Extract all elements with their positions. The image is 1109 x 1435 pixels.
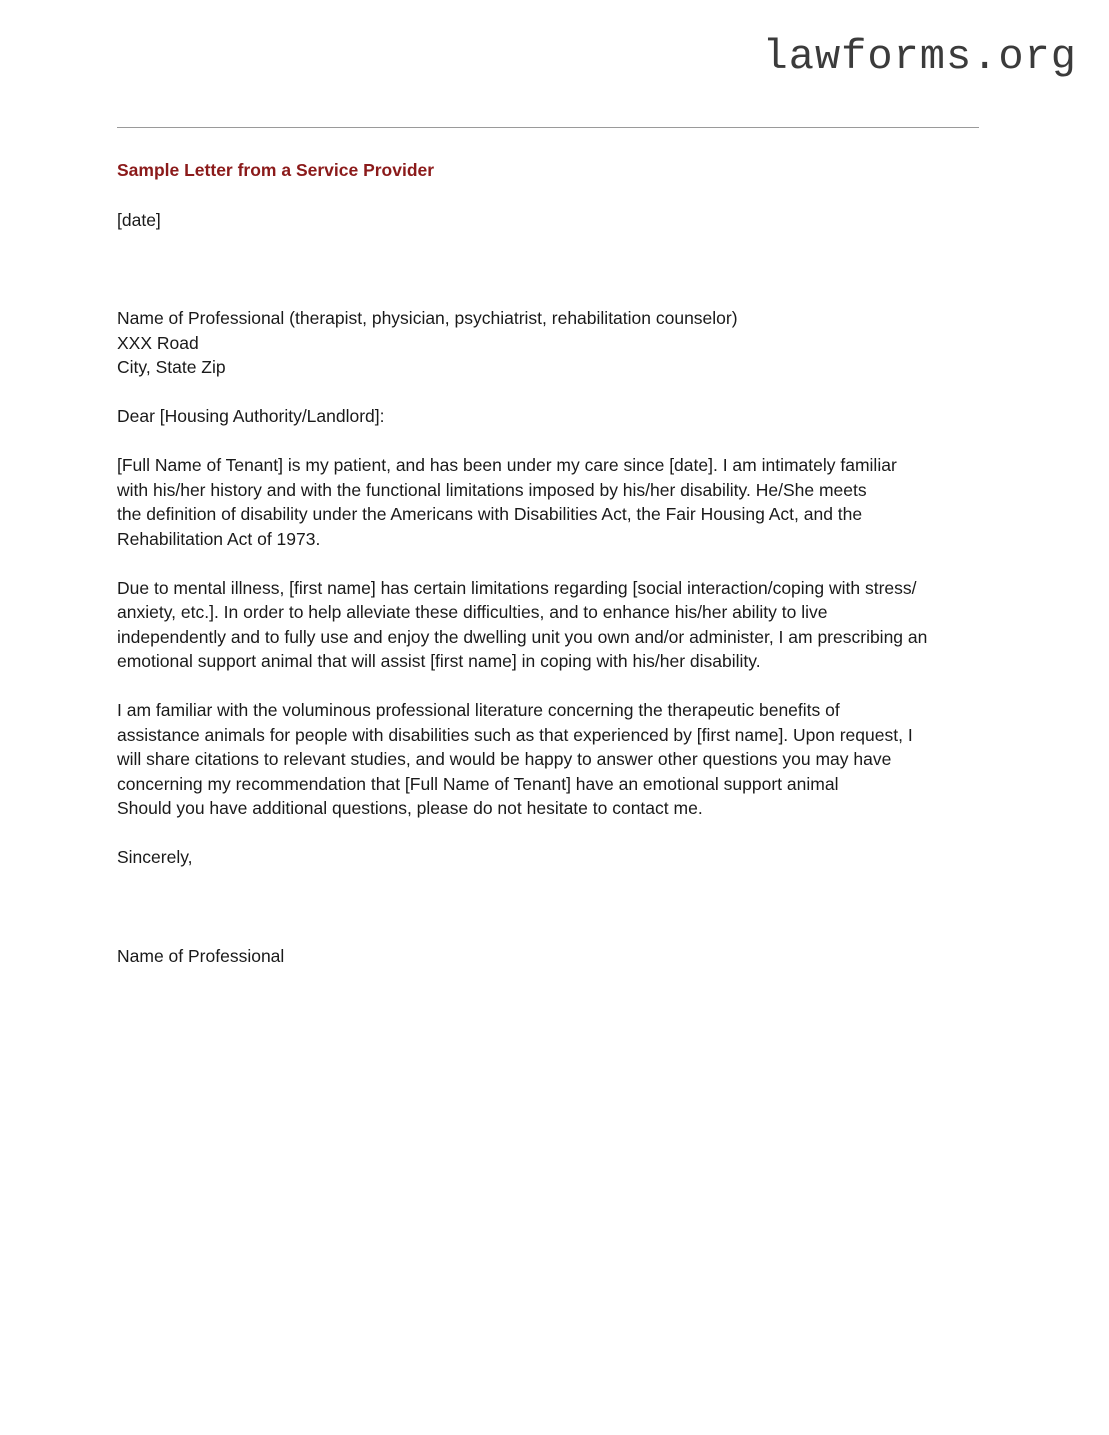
text-line: Rehabilitation Act of 1973. bbox=[117, 528, 321, 549]
brand-logo: lawforms.org bbox=[762, 33, 1077, 81]
text-line: Due to mental illness, [first name] has certain limitations regarding [social interaction/coping with stress/ bbox=[117, 577, 917, 598]
letter-title: Sample Letter from a Service Provider bbox=[117, 160, 435, 180]
text-line: Should you have additional questions, please do not hesitate to contact me. bbox=[117, 798, 703, 818]
text-line: with his/her history and with the functional limitations imposed by his/her disability. He/She meets bbox=[117, 479, 867, 500]
paragraph-2 bbox=[117, 576, 982, 674]
letter-body bbox=[117, 158, 982, 968]
recipient-address bbox=[117, 306, 982, 380]
text-line: assistance animals for people with disabilities such as that experienced by [first name]. Upon request, I bbox=[117, 724, 913, 745]
address-line: XXX Road bbox=[117, 332, 199, 353]
text-line: the definition of disability under the Americans with Disabilities Act, the Fair Housing Act, and the bbox=[117, 504, 863, 524]
signature: Name of Professional bbox=[117, 945, 285, 966]
header-divider bbox=[117, 127, 979, 128]
address-line: Name of Professional (therapist, physician, psychiatrist, rehabilitation counselor) bbox=[117, 308, 738, 328]
address-line: City, State Zip bbox=[117, 357, 226, 377]
text-line: will share citations to relevant studies, and would be happy to answer other questions you may have bbox=[117, 749, 892, 769]
text-line: independently and to fully use and enjoy the dwelling unit you own and/or administer, I am prescribing an bbox=[117, 626, 928, 647]
paragraph-1 bbox=[117, 453, 982, 551]
letter-date: [date] bbox=[117, 209, 161, 230]
paragraph-3 bbox=[117, 698, 982, 821]
text-line: concerning my recommendation that [Full Name of Tenant] have an emotional support animal bbox=[117, 773, 839, 794]
text-line: anxiety, etc.]. In order to help alleviate these difficulties, and to enhance his/her ability to live bbox=[117, 602, 828, 622]
text-line: I am familiar with the voluminous professional literature concerning the therapeutic benefits of bbox=[117, 700, 840, 720]
text-line: emotional support animal that will assist [first name] in coping with his/her disability. bbox=[117, 651, 761, 671]
salutation: Dear [Housing Authority/Landlord]: bbox=[117, 406, 385, 426]
text-line: [Full Name of Tenant] is my patient, and has been under my care since [date]. I am intimately familiar bbox=[117, 455, 897, 475]
closing: Sincerely, bbox=[117, 847, 193, 867]
